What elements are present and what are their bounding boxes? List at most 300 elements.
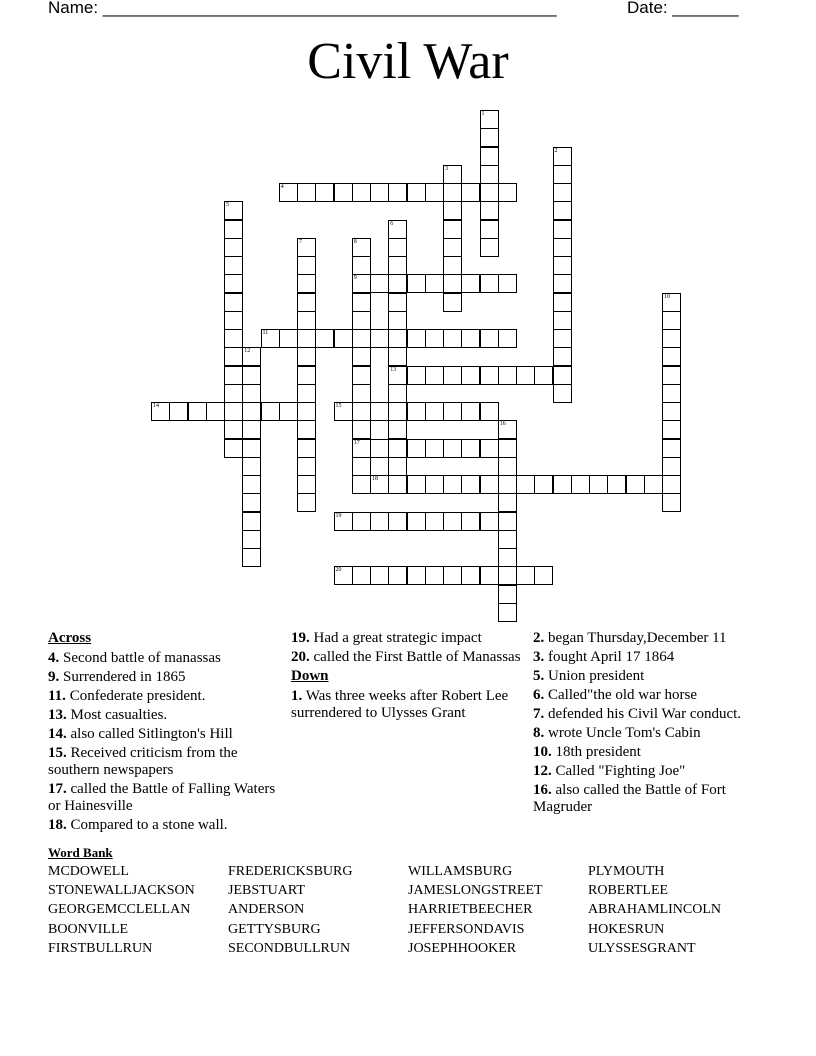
grid-cell[interactable] — [370, 512, 389, 531]
word-bank-word: WILLAMSBURG — [408, 864, 513, 879]
clue-text: Received criticism from the southern newspapers — [48, 745, 238, 778]
grid-cell[interactable] — [352, 274, 371, 293]
grid-cell[interactable] — [297, 311, 316, 330]
grid-cell[interactable] — [388, 293, 407, 312]
grid-cell[interactable] — [370, 566, 389, 585]
grid-cell[interactable] — [425, 566, 444, 585]
clue-number: 16. — [533, 782, 552, 798]
grid-cell[interactable] — [388, 220, 407, 239]
cell-number: 10 — [664, 293, 670, 300]
grid-cell[interactable] — [388, 384, 407, 403]
grid-cell[interactable] — [480, 165, 499, 184]
grid-cell[interactable] — [169, 402, 188, 421]
grid-cell[interactable] — [480, 274, 499, 293]
across-clue — [48, 669, 278, 686]
name-field-label: Name: ________________________________________________ — [48, 0, 557, 17]
grid-cell[interactable] — [352, 512, 371, 531]
grid-cell[interactable] — [443, 274, 462, 293]
grid-cell[interactable] — [242, 439, 261, 458]
grid-cell[interactable] — [662, 293, 681, 312]
grid-cell[interactable] — [461, 512, 480, 531]
cell-number: 20 — [335, 567, 342, 574]
grid-cell[interactable] — [224, 311, 243, 330]
grid-cell[interactable] — [388, 566, 407, 585]
grid-cell[interactable] — [388, 512, 407, 531]
grid-cell[interactable] — [352, 439, 371, 458]
grid-cell[interactable] — [334, 512, 353, 531]
grid-cell[interactable] — [516, 475, 535, 494]
clue-text: called the First Battle of Manassas — [309, 649, 521, 665]
grid-cell[interactable] — [425, 402, 444, 421]
word-bank-word: HARRIETBEECHER — [408, 902, 533, 918]
grid-cell[interactable] — [443, 512, 462, 531]
grid-cell[interactable] — [425, 329, 444, 348]
grid-cell[interactable] — [516, 566, 535, 585]
grid-cell[interactable] — [224, 238, 243, 257]
grid-cell[interactable] — [334, 402, 353, 421]
grid-cell[interactable] — [553, 475, 572, 494]
grid-cell[interactable] — [443, 475, 462, 494]
grid-cell[interactable] — [297, 183, 316, 202]
grid-cell[interactable] — [443, 183, 462, 202]
grid-cell[interactable] — [388, 238, 407, 257]
clue-number: 7. — [533, 706, 545, 722]
grid-cell[interactable] — [498, 274, 517, 293]
grid-cell[interactable] — [553, 347, 572, 366]
clue-text: Second battle of manassas — [59, 650, 221, 666]
grid-cell[interactable] — [553, 147, 572, 166]
grid-cell[interactable] — [370, 183, 389, 202]
grid-cell[interactable] — [188, 402, 207, 421]
down-clue — [533, 687, 768, 704]
grid-cell[interactable] — [224, 201, 243, 220]
grid-cell[interactable] — [443, 329, 462, 348]
grid-cell[interactable] — [297, 347, 316, 366]
grid-cell[interactable] — [443, 220, 462, 239]
grid-cell[interactable] — [370, 439, 389, 458]
cell-number: 1 — [481, 111, 485, 117]
word-bank-word: PLYMOUTH — [588, 864, 665, 879]
clue-number: 19. — [291, 630, 310, 646]
grid-cell[interactable] — [261, 402, 280, 421]
clue-number: 20. — [291, 649, 310, 665]
grid-cell[interactable] — [516, 366, 535, 385]
down-clue — [533, 668, 768, 685]
grid-cell[interactable] — [498, 493, 517, 512]
grid-cell[interactable] — [425, 274, 444, 293]
grid-cell[interactable] — [553, 366, 572, 385]
clue-text: Compared to a stone wall. — [66, 817, 228, 833]
word-bank-word: HOKESRUN — [588, 921, 665, 937]
clue-text: called the Battle of Falling Waters or Hainesville — [48, 781, 276, 814]
grid-cell[interactable] — [206, 402, 225, 421]
grid-cell[interactable] — [498, 183, 517, 202]
down-clue — [533, 649, 768, 666]
word-bank-word: JOSEPHHOOKER — [408, 940, 517, 956]
grid-cell[interactable] — [224, 220, 243, 239]
across-clue — [48, 707, 278, 724]
grid-cell[interactable] — [388, 347, 407, 366]
grid-cell[interactable] — [352, 256, 371, 275]
grid-cell[interactable] — [242, 493, 261, 512]
clue-text: wrote Uncle Tom's Cabin — [544, 725, 701, 741]
grid-cell[interactable] — [224, 384, 243, 403]
grid-cell[interactable] — [480, 183, 499, 202]
grid-cell[interactable] — [352, 329, 371, 348]
grid-cell[interactable] — [334, 566, 353, 585]
cell-number: 15 — [335, 403, 342, 409]
grid-cell[interactable] — [297, 402, 316, 421]
grid-cell[interactable] — [242, 402, 261, 421]
grid-cell[interactable] — [662, 384, 681, 403]
grid-cell[interactable] — [388, 311, 407, 330]
grid-cell[interactable] — [297, 293, 316, 312]
grid-cell[interactable] — [498, 457, 517, 476]
grid-cell[interactable] — [553, 384, 572, 403]
cell-number: 8 — [353, 238, 357, 245]
grid-cell[interactable] — [662, 402, 681, 421]
grid-cell[interactable] — [461, 183, 480, 202]
clue-text: Called "Fighting Joe" — [551, 763, 686, 779]
grid-cell[interactable] — [352, 420, 371, 439]
grid-cell[interactable] — [297, 366, 316, 385]
down-clue — [533, 763, 768, 780]
word-bank-word: ABRAHAMLINCOLN — [588, 902, 721, 918]
grid-cell[interactable] — [297, 420, 316, 439]
grid-cell[interactable] — [480, 238, 499, 257]
grid-cell[interactable] — [534, 475, 553, 494]
grid-cell[interactable] — [662, 475, 681, 494]
grid-cell[interactable] — [352, 293, 371, 312]
grid-cell[interactable] — [407, 183, 426, 202]
grid-cell[interactable] — [297, 457, 316, 476]
grid-cell[interactable] — [352, 183, 371, 202]
grid-cell[interactable] — [279, 183, 298, 202]
grid-cell[interactable] — [388, 329, 407, 348]
grid-cell[interactable] — [407, 366, 426, 385]
grid-cell[interactable] — [388, 256, 407, 275]
cell-number: 4 — [280, 184, 284, 190]
grid-cell[interactable] — [644, 475, 663, 494]
clue-number: 14. — [48, 726, 67, 742]
grid-cell[interactable] — [297, 238, 316, 257]
grid-cell[interactable] — [443, 439, 462, 458]
across-clue — [291, 630, 521, 647]
grid-cell[interactable] — [461, 475, 480, 494]
grid-cell[interactable] — [242, 548, 261, 567]
grid-cell[interactable] — [224, 420, 243, 439]
down-clue — [533, 725, 768, 742]
grid-cell[interactable] — [261, 329, 280, 348]
grid-cell[interactable] — [443, 201, 462, 220]
grid-cell[interactable] — [297, 493, 316, 512]
grid-cell[interactable] — [480, 366, 499, 385]
grid-cell[interactable] — [425, 183, 444, 202]
cell-number: 11 — [262, 330, 269, 336]
word-bank-word: ANDERSON — [228, 902, 305, 918]
grid-cell[interactable] — [425, 366, 444, 385]
grid-cell[interactable] — [388, 183, 407, 202]
grid-cell[interactable] — [553, 201, 572, 220]
clue-number: 6. — [533, 687, 545, 703]
grid-cell[interactable] — [242, 420, 261, 439]
grid-cell[interactable] — [626, 475, 645, 494]
clue-number: 10. — [533, 744, 552, 760]
grid-cell[interactable] — [352, 384, 371, 403]
down-clue — [291, 688, 521, 722]
grid-cell[interactable] — [352, 566, 371, 585]
grid-cell[interactable] — [388, 475, 407, 494]
grid-cell[interactable] — [662, 347, 681, 366]
grid-cell[interactable] — [480, 329, 499, 348]
cell-number: 12 — [244, 348, 251, 355]
grid-cell[interactable] — [498, 366, 517, 385]
grid-cell[interactable] — [662, 439, 681, 458]
across-clue — [48, 817, 278, 834]
grid-cell[interactable] — [607, 475, 626, 494]
clue-number: 4. — [48, 650, 60, 666]
word-bank-word: SECONDBULLRUN — [228, 940, 351, 956]
grid-cell[interactable] — [443, 402, 462, 421]
clue-number: 17. — [48, 781, 67, 797]
cell-number: 6 — [390, 220, 394, 227]
grid-cell[interactable] — [297, 256, 316, 275]
grid-cell[interactable] — [352, 475, 371, 494]
clue-number: 3. — [533, 649, 545, 665]
grid-cell[interactable] — [443, 366, 462, 385]
clue-text: also called Sitlington's Hill — [66, 726, 233, 742]
clue-text: Was three weeks after Robert Lee surrendered to Ulysses Grant — [291, 688, 509, 721]
grid-cell[interactable] — [461, 366, 480, 385]
grid-cell[interactable] — [498, 420, 517, 439]
grid-cell[interactable] — [388, 457, 407, 476]
grid-cell[interactable] — [534, 366, 553, 385]
grid-cell[interactable] — [480, 566, 499, 585]
grid-cell[interactable] — [224, 274, 243, 293]
word-bank-word: JEBSTUART — [228, 883, 305, 899]
down-clue — [533, 744, 768, 761]
grid-cell[interactable] — [334, 183, 353, 202]
grid-cell[interactable] — [315, 329, 334, 348]
grid-cell[interactable] — [388, 366, 407, 385]
clue-number: 8. — [533, 725, 545, 741]
grid-cell[interactable] — [443, 566, 462, 585]
grid-cell[interactable] — [407, 439, 426, 458]
grid-cell[interactable] — [480, 402, 499, 421]
grid-cell[interactable] — [480, 147, 499, 166]
cell-number: 14 — [153, 403, 159, 409]
grid-cell[interactable] — [443, 256, 462, 275]
cell-number: 9 — [353, 275, 357, 282]
clue-text: defended his Civil War conduct. — [544, 706, 742, 722]
grid-cell[interactable] — [352, 366, 371, 385]
grid-cell[interactable] — [662, 457, 681, 476]
cell-number: 16 — [499, 421, 506, 428]
grid-cell[interactable] — [388, 274, 407, 293]
grid-cell[interactable] — [461, 566, 480, 585]
grid-cell[interactable] — [443, 165, 462, 184]
grid-cell[interactable] — [315, 183, 334, 202]
word-bank-word: MCDOWELL — [48, 864, 129, 879]
across-clue — [48, 688, 278, 705]
grid-cell[interactable] — [352, 311, 371, 330]
clue-text: 18th president — [551, 744, 641, 760]
grid-cell[interactable] — [242, 366, 261, 385]
grid-cell[interactable] — [443, 238, 462, 257]
grid-cell[interactable] — [370, 274, 389, 293]
down-clue — [533, 630, 768, 647]
grid-cell[interactable] — [224, 402, 243, 421]
grid-cell[interactable] — [407, 274, 426, 293]
cell-number: 18 — [372, 476, 378, 482]
grid-cell[interactable] — [279, 402, 298, 421]
grid-cell[interactable] — [553, 311, 572, 330]
word-bank-word: ULYSSESGRANT — [588, 940, 696, 956]
grid-cell[interactable] — [553, 183, 572, 202]
grid-cell[interactable] — [425, 475, 444, 494]
grid-cell[interactable] — [534, 566, 553, 585]
grid-cell[interactable] — [662, 493, 681, 512]
grid-cell[interactable] — [279, 329, 298, 348]
grid-cell[interactable] — [480, 110, 499, 129]
grid-cell[interactable] — [297, 384, 316, 403]
cell-number: 2 — [554, 147, 558, 154]
grid-cell[interactable] — [553, 329, 572, 348]
grid-cell[interactable] — [662, 366, 681, 385]
grid-cell[interactable] — [297, 274, 316, 293]
grid-cell[interactable] — [589, 475, 608, 494]
grid-cell[interactable] — [407, 329, 426, 348]
page-title: Civil War — [307, 33, 509, 90]
clue-text: Surrendered in 1865 — [59, 669, 186, 685]
grid-cell[interactable] — [662, 311, 681, 330]
clue-text: Had a great strategic impact — [309, 630, 482, 646]
grid-cell[interactable] — [370, 402, 389, 421]
grid-cell[interactable] — [224, 293, 243, 312]
grid-cell[interactable] — [352, 457, 371, 476]
grid-cell[interactable] — [480, 512, 499, 531]
grid-cell[interactable] — [242, 512, 261, 531]
clue-number: 2. — [533, 630, 545, 646]
grid-cell[interactable] — [352, 238, 371, 257]
across-clue — [48, 726, 278, 743]
word-bank-heading: Word Bank — [48, 845, 113, 860]
grid-cell[interactable] — [407, 566, 426, 585]
cell-number: 19 — [335, 512, 342, 519]
clues-column-3 — [533, 630, 768, 818]
grid-cell[interactable] — [242, 384, 261, 403]
grid-cell[interactable] — [425, 439, 444, 458]
grid-cell[interactable] — [242, 530, 261, 549]
grid-cell[interactable] — [224, 256, 243, 275]
word-bank-word: GEORGEMCCLELLAN — [48, 902, 191, 918]
grid-cell[interactable] — [498, 566, 517, 585]
grid-cell[interactable] — [334, 329, 353, 348]
grid-cell[interactable] — [498, 548, 517, 567]
grid-cell[interactable] — [224, 329, 243, 348]
grid-cell[interactable] — [498, 329, 517, 348]
grid-cell[interactable] — [662, 420, 681, 439]
grid-cell[interactable] — [480, 439, 499, 458]
grid-cell[interactable] — [498, 475, 517, 494]
grid-cell[interactable] — [388, 420, 407, 439]
cell-number: 13 — [390, 366, 397, 373]
word-bank-word: FIRSTBULLRUN — [48, 940, 153, 956]
grid-cell[interactable] — [461, 274, 480, 293]
grid-cell[interactable] — [388, 402, 407, 421]
grid-cell[interactable] — [461, 439, 480, 458]
grid-cell[interactable] — [461, 402, 480, 421]
grid-cell[interactable] — [407, 512, 426, 531]
down-heading: Down — [291, 668, 329, 684]
clue-text: Confederate president. — [65, 688, 206, 704]
grid-cell[interactable] — [498, 603, 517, 622]
grid-cell[interactable] — [352, 402, 371, 421]
grid-cell[interactable] — [388, 439, 407, 458]
grid-cell[interactable] — [498, 585, 517, 604]
clue-number: 11. — [48, 688, 66, 704]
grid-cell[interactable] — [553, 220, 572, 239]
grid-cell[interactable] — [553, 165, 572, 184]
grid-cell[interactable] — [461, 329, 480, 348]
grid-cell[interactable] — [553, 274, 572, 293]
clues-column-2 — [291, 630, 521, 724]
clue-number: 12. — [533, 763, 552, 779]
clue-number: 9. — [48, 669, 60, 685]
grid-cell[interactable] — [425, 512, 444, 531]
grid-cell[interactable] — [297, 329, 316, 348]
grid-cell[interactable] — [352, 347, 371, 366]
grid-cell[interactable] — [498, 512, 517, 531]
grid-cell[interactable] — [498, 439, 517, 458]
grid-cell[interactable] — [498, 530, 517, 549]
grid-cell[interactable] — [553, 256, 572, 275]
across-clue — [48, 745, 278, 779]
grid-cell[interactable] — [370, 329, 389, 348]
clue-number: 15. — [48, 745, 67, 761]
grid-cell[interactable] — [480, 220, 499, 239]
grid-cell[interactable] — [407, 402, 426, 421]
clue-number: 5. — [533, 668, 545, 684]
grid-cell[interactable] — [242, 347, 261, 366]
grid-cell[interactable] — [242, 457, 261, 476]
word-bank-word: GETTYSBURG — [228, 921, 321, 937]
date-field-label: Date: _______ — [627, 0, 739, 17]
grid-cell[interactable] — [480, 128, 499, 147]
grid-cell[interactable] — [443, 293, 462, 312]
grid-cell[interactable] — [224, 366, 243, 385]
grid-cell[interactable] — [480, 201, 499, 220]
grid-cell[interactable] — [297, 475, 316, 494]
grid-cell[interactable] — [553, 293, 572, 312]
grid-cell[interactable] — [297, 439, 316, 458]
grid-cell[interactable] — [571, 475, 590, 494]
grid-cell[interactable] — [662, 329, 681, 348]
grid-cell[interactable] — [224, 439, 243, 458]
grid-cell[interactable] — [151, 402, 170, 421]
grid-cell[interactable] — [370, 475, 389, 494]
grid-cell[interactable] — [224, 347, 243, 366]
clue-number: 1. — [291, 688, 303, 704]
grid-cell[interactable] — [407, 475, 426, 494]
clue-text: began Thursday,December 11 — [544, 630, 727, 646]
grid-cell[interactable] — [553, 238, 572, 257]
clue-text: fought April 17 1864 — [544, 649, 675, 665]
clues-column-1 — [48, 630, 278, 836]
grid-cell[interactable] — [242, 475, 261, 494]
grid-cell[interactable] — [480, 475, 499, 494]
clue-text: also called the Battle of Fort Magruder — [533, 782, 726, 815]
